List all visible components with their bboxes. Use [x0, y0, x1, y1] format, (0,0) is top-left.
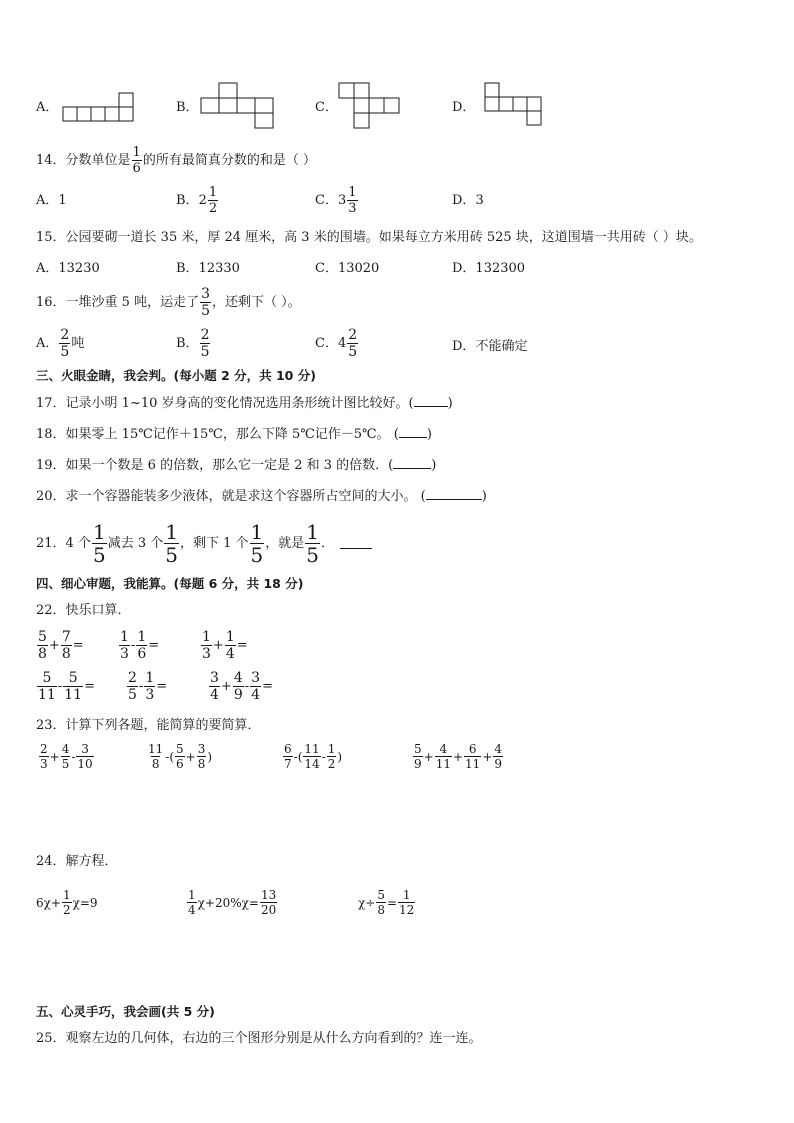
q13-option-d-label: D．: [452, 100, 476, 115]
q23-e1-op-2: -: [71, 749, 76, 764]
q24-equation-3: [358, 889, 416, 916]
q14-option-d-label: D．: [452, 193, 476, 208]
q21-part-1: 21．4 个: [36, 536, 91, 551]
q22-e5-eq: =: [156, 679, 168, 694]
q14-frac-den: 6: [132, 161, 141, 176]
q22-e2-num-1: 1: [120, 629, 129, 645]
q23-e3-op-1: -: [293, 749, 298, 764]
section-4-title: 四、细心审题，我能算。(每题 6 分，共 18 分): [36, 576, 304, 591]
q18-text: 18．如果零上 15℃记作＋15℃，那么下降 5℃记作－5℃。 (: [36, 427, 399, 442]
q22-expression-1: [36, 630, 84, 661]
q15-option-a: A．13230: [36, 261, 100, 276]
q23-e3-lparen: (: [297, 749, 303, 764]
q21-frac-1-num: 1: [92, 520, 106, 544]
q23-e2-den-2: 6: [176, 757, 184, 771]
q16-option-c-num: 2: [348, 327, 358, 343]
q22-e2-den-2: 6: [137, 646, 147, 662]
q23-e4-den-4: 9: [494, 757, 503, 771]
q14-option-c-label: C．: [315, 193, 338, 208]
q14-fraction: [132, 146, 142, 175]
q13-net-b: [200, 82, 274, 130]
q23-e1-num-2: 4: [61, 742, 70, 756]
q23-e1-num-1: 2: [40, 742, 48, 756]
q14-option-a-value: 1: [58, 193, 67, 208]
q22-e3-op: +: [212, 638, 224, 653]
q16-option-a-label: A．: [36, 336, 59, 351]
q21-statement: [36, 522, 372, 565]
q22-e6-den-1: 4: [210, 687, 219, 703]
q13-option-c-label: C．: [315, 100, 338, 115]
q22-e5-num-2: 1: [145, 670, 155, 686]
q22-e4-num-1: 5: [42, 670, 52, 686]
q18-close-paren: ): [426, 427, 432, 442]
q16-frac-den: 5: [201, 303, 210, 319]
q23-expression-2: [146, 743, 212, 770]
q21-fraction-1: [92, 522, 107, 565]
q22-e6-den-2: 9: [233, 687, 243, 703]
q21-fraction-4: [305, 522, 320, 565]
q16-option-a-den: 5: [60, 344, 70, 360]
q23-e1-den-3: 10: [77, 757, 93, 771]
q23-e2-den-3: 8: [197, 757, 206, 771]
q25-question: 25．观察左边的几何体，右边的三个图形分别是从什么方向看到的？连一连。: [36, 1031, 482, 1046]
q21-fraction-2: [164, 522, 179, 565]
q14-option-b-label: B．: [176, 193, 199, 208]
q19-close-paren: ): [431, 458, 437, 473]
q16-option-c-label: C．: [315, 336, 338, 351]
q16-option-c: [315, 328, 359, 359]
q22-e5-den-2: 3: [145, 687, 155, 703]
q22-e6-op-1: +: [220, 679, 232, 694]
q22-e1-eq: =: [72, 638, 84, 653]
q13-net-c: [338, 82, 404, 130]
q23-e3-num-1: 6: [284, 742, 292, 756]
q22-e3-den-1: 3: [202, 646, 211, 662]
q23-e1-den-1: 3: [40, 757, 48, 771]
q24-e3-eq: =: [386, 895, 398, 910]
q22-e1-num-1: 5: [38, 629, 47, 645]
q22-expression-2: [118, 630, 159, 661]
q24-heading: 24．解方程．: [36, 854, 118, 869]
q16-option-c-fraction: [347, 328, 358, 359]
q23-e4-op-3: +: [482, 749, 493, 764]
q21-frac-3-den: 5: [250, 543, 264, 567]
q24-e2-num-1: 1: [188, 888, 196, 902]
q21-part-3: ，剩下 1 个: [179, 536, 249, 551]
q23-e1-op-1: +: [49, 749, 60, 764]
q22-heading: 22．快乐口算．: [36, 603, 131, 618]
q22-e4-op: -: [57, 679, 63, 694]
q23-e3-den-3: 2: [327, 757, 336, 771]
q23-heading: 23．计算下列各题，能简算的要简算．: [36, 718, 261, 733]
q16-option-d-label: D．: [452, 339, 476, 354]
q16-question: [36, 287, 301, 318]
q15-option-c: C．13020: [315, 261, 380, 276]
q18-statement: [36, 428, 432, 441]
q22-e3-num-2: 1: [225, 629, 235, 645]
q24-equation-2: [186, 889, 278, 916]
q23-e2-num-2: 5: [176, 742, 184, 756]
q24-equation-1: [36, 889, 98, 916]
q13-option-b-label: B．: [176, 100, 199, 115]
q16-option-d-value: 不能确定: [475, 339, 528, 354]
q19-statement: [36, 459, 436, 472]
q23-e2-den-1: 8: [151, 757, 160, 771]
q13-net-a: [62, 92, 136, 122]
q23-e2-lparen: (: [169, 749, 175, 764]
q22-e2-eq: =: [148, 638, 160, 653]
q16-option-a: [36, 328, 84, 359]
q23-e1-num-3: 3: [81, 742, 89, 756]
q22-e2-num-2: 1: [137, 629, 147, 645]
q21-part-5: ．: [321, 536, 335, 551]
q16-option-d: [452, 340, 527, 353]
q24-e1-den: 2: [62, 903, 71, 917]
q22-e6-op-2: -: [244, 679, 250, 694]
q22-expression-4: [36, 671, 95, 702]
q22-e4-num-2: 5: [68, 670, 78, 686]
q21-frac-1-den: 5: [92, 543, 106, 567]
q23-e2-num-1: 11: [148, 742, 164, 756]
q19-answer-blank[interactable]: [393, 468, 431, 469]
q16-option-b-den: 5: [200, 344, 210, 360]
q22-e1-den-2: 8: [61, 646, 71, 662]
q14-frac-num: 1: [132, 145, 141, 160]
q22-e5-den-1: 5: [128, 687, 137, 703]
q22-e2-den-1: 3: [120, 646, 129, 662]
q16-suffix: ，还剩下（ ）。: [212, 295, 301, 310]
q16-prefix: 16．一堆沙重 5 吨，运走了: [36, 295, 200, 310]
q23-e4-den-1: 9: [414, 757, 422, 771]
q21-part-2: 减去 3 个: [107, 536, 164, 551]
q15-option-d: D．132300: [452, 261, 526, 276]
q16-option-b: [176, 328, 211, 359]
q23-e3-den-2: 14: [304, 757, 320, 771]
q20-close-paren: ): [481, 489, 487, 504]
q22-e6-eq: =: [262, 679, 273, 694]
q23-e2-rparen: ): [207, 749, 213, 764]
q14-option-c-whole: 3: [337, 193, 347, 208]
q22-e6-num-3: 3: [251, 670, 261, 686]
q24-e3-den-2: 12: [399, 903, 415, 917]
q16-option-b-label: B．: [176, 336, 199, 351]
q14-option-b-den: 2: [208, 201, 218, 216]
q22-e5-num-1: 2: [128, 670, 137, 686]
q23-expression-4: [412, 743, 504, 770]
q14-suffix: 的所有最简真分数的和是（ ）: [142, 153, 316, 168]
q22-e4-den-1: 11: [38, 687, 56, 703]
q24-e2-den-1: 4: [188, 903, 196, 917]
q23-e4-num-1: 5: [414, 742, 422, 756]
q15-question: 15．公园要砌一道长 35 米，厚 24 厘米，高 3 米的围墙。如果每立方米用砖 525 块，这道围墙一共用砖（ ）块。: [36, 230, 702, 245]
q14-option-c-fraction: [347, 186, 357, 215]
q22-e4-den-2: 11: [64, 687, 83, 703]
q20-statement: [36, 490, 487, 503]
q22-e1-op: +: [48, 638, 60, 653]
q14-option-b: [176, 186, 219, 215]
q22-e1-num-2: 7: [61, 629, 71, 645]
q23-e1-den-2: 5: [61, 757, 70, 771]
q23-e4-op-2: +: [452, 749, 464, 764]
q23-expression-1: [38, 743, 95, 770]
q22-e6-num-2: 4: [233, 670, 243, 686]
q17-text: 17．记录小明 1~10 岁身高的变化情况选用条形统计图比较好。(: [36, 396, 414, 411]
q18-answer-blank[interactable]: [399, 437, 427, 438]
q23-e4-op-1: +: [423, 749, 434, 764]
q22-e6-num-1: 3: [210, 670, 219, 686]
q23-e3-den-1: 7: [284, 757, 292, 771]
q22-expression-6: [208, 671, 273, 702]
q14-option-a: [36, 194, 67, 207]
q14-option-d-value: 3: [475, 193, 484, 208]
q14-option-b-whole: 2: [198, 193, 207, 208]
q23-expression-3: [282, 743, 342, 770]
q15-option-b: B．12330: [176, 261, 240, 276]
q22-e3-num-1: 1: [202, 629, 211, 645]
q14-option-b-num: 1: [208, 185, 218, 200]
q23-e4-num-4: 4: [494, 742, 503, 756]
q20-answer-blank[interactable]: [426, 499, 482, 500]
q14-prefix: 14．分数单位是: [36, 153, 131, 168]
q24-e3-left: χ÷: [358, 895, 376, 910]
q24-e2-num-2: 13: [260, 888, 277, 902]
q24-e3-num-2: 1: [402, 888, 411, 902]
q22-e1-den-1: 8: [38, 646, 47, 662]
q22-e3-eq: =: [236, 638, 248, 653]
q16-fraction: [200, 287, 211, 318]
q22-e3-den-2: 4: [225, 646, 235, 662]
q22-expression-5: [126, 671, 167, 702]
q16-option-c-den: 5: [348, 344, 358, 360]
q17-statement: [36, 397, 453, 410]
q14-option-c: [315, 186, 359, 215]
q23-e4-den-2: 11: [435, 757, 451, 771]
q13-net-d: [484, 82, 546, 130]
q23-e2-op-1: -: [165, 749, 170, 764]
q22-e5-op: -: [138, 679, 144, 694]
q22-e4-eq: =: [84, 679, 95, 694]
q24-e2-den-2: 20: [260, 903, 277, 917]
q16-option-c-whole: 4: [337, 336, 347, 351]
q23-e2-num-3: 3: [197, 742, 206, 756]
q19-text: 19．如果一个数是 6 的倍数，那么它一定是 2 和 3 的倍数．(: [36, 458, 394, 473]
q23-e4-num-2: 4: [439, 742, 448, 756]
q16-frac-num: 3: [201, 286, 210, 302]
q17-close-paren: ): [447, 396, 453, 411]
q20-text: 20．求一个容器能装多少液体，就是求这个容器所占空间的大小。 (: [36, 489, 426, 504]
q16-option-b-num: 2: [200, 327, 210, 343]
q23-e4-num-3: 6: [468, 742, 477, 756]
q14-option-c-num: 1: [348, 185, 357, 200]
q21-answer-blank[interactable]: [340, 548, 372, 549]
q21-frac-2-den: 5: [165, 543, 178, 567]
q21-part-4: ，就是: [265, 536, 305, 551]
q23-e4-den-3: 11: [465, 757, 481, 771]
q24-e1-num: 1: [62, 888, 71, 902]
q14-question: [36, 146, 316, 175]
q24-e1-right: χ=9: [72, 895, 98, 910]
q16-option-a-fraction: [59, 328, 70, 359]
q16-option-a-unit: 吨: [71, 336, 85, 351]
q21-frac-4-den: 5: [306, 543, 319, 567]
q14-option-c-den: 3: [348, 201, 357, 216]
q16-option-a-num: 2: [60, 327, 70, 343]
q21-fraction-3: [250, 522, 265, 565]
q23-e2-op-2: +: [185, 749, 196, 764]
q16-option-b-fraction: [200, 328, 211, 359]
q21-frac-4-num: 1: [306, 520, 319, 544]
q24-e1-left: 6χ+: [36, 895, 61, 910]
section-5-title: 五、心灵手巧，我会画(共 5 分): [36, 1004, 215, 1019]
q23-e3-rparen: ): [337, 749, 343, 764]
q14-option-d: [452, 194, 484, 207]
q13-option-a-label: A．: [36, 100, 59, 115]
section-3-title: 三、火眼金睛，我会判。(每小题 2 分，共 10 分): [36, 368, 316, 383]
q23-e3-num-3: 1: [327, 742, 336, 756]
q14-option-b-fraction: [208, 186, 218, 215]
q24-e2-middle: χ+20%χ=: [197, 895, 259, 910]
q23-e3-num-2: 11: [304, 742, 320, 756]
q22-expression-3: [200, 630, 248, 661]
q21-frac-2-num: 1: [165, 520, 178, 544]
q21-frac-3-num: 1: [250, 520, 264, 544]
q17-answer-blank[interactable]: [414, 406, 448, 407]
q24-e3-num-1: 5: [377, 888, 385, 902]
q22-e2-op: -: [130, 638, 136, 653]
q22-e6-den-3: 4: [251, 687, 261, 703]
q23-e3-op-2: -: [321, 749, 326, 764]
q24-e3-den-1: 8: [377, 903, 385, 917]
q14-option-a-label: A．: [36, 193, 59, 208]
